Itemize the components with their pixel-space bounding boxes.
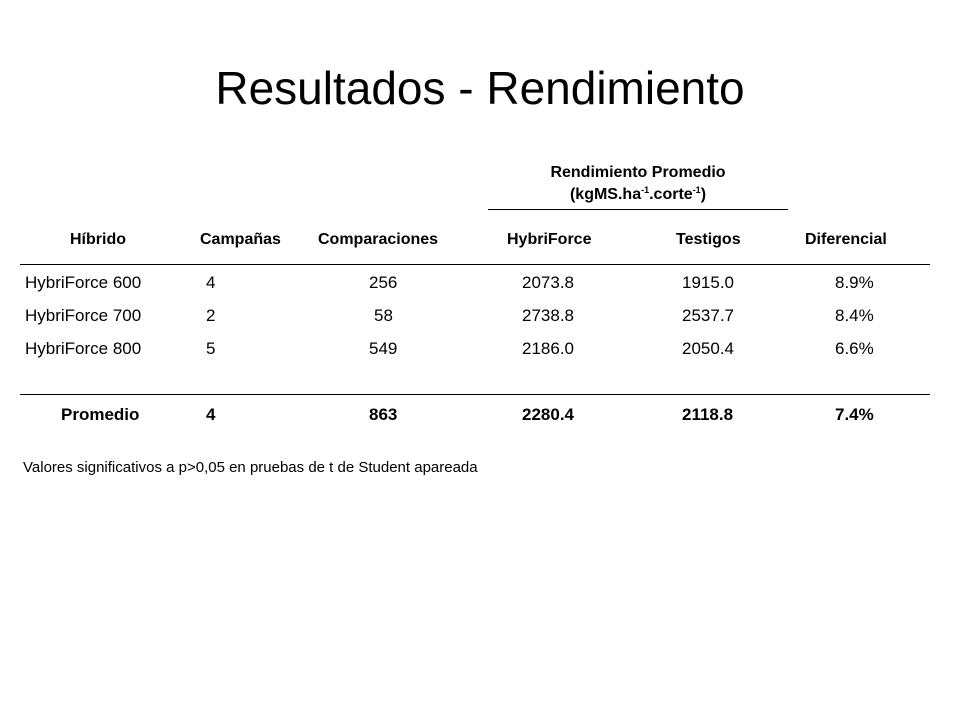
group-header-underline xyxy=(488,209,788,210)
cell-hybriforce: 2073.8 xyxy=(522,273,574,292)
table-row xyxy=(0,268,960,298)
average-row xyxy=(0,400,960,430)
slide-title: Resultados - Rendimiento xyxy=(215,62,745,114)
footnote: Valores significativos a p>0,05 en pruebas de t de Student apareada xyxy=(23,459,478,476)
group-header-exp1: -1 xyxy=(641,185,650,195)
cell-diferencial: 8.9% xyxy=(835,273,874,292)
cell-hibrido: HybriForce 600 xyxy=(25,273,142,292)
col-header-testigos: Testigos xyxy=(676,231,741,248)
col-header-comparaciones: Comparaciones xyxy=(318,231,439,248)
cell-diferencial: 7.4% xyxy=(835,405,874,424)
cell-hybriforce: 2738.8 xyxy=(522,306,574,325)
cell-testigos: 1915.0 xyxy=(682,273,734,292)
col-header-diferencial: Diferencial xyxy=(805,231,887,248)
cell-comparaciones: 256 xyxy=(369,273,398,292)
group-header-line1: Rendimiento Promedio xyxy=(550,164,726,181)
cell-comparaciones: 58 xyxy=(374,306,393,325)
cell-hybriforce: 2186.0 xyxy=(522,339,574,358)
cell-testigos: 2050.4 xyxy=(682,339,734,358)
cell-campanas: 4 xyxy=(206,273,216,292)
group-header-exp2: -1 xyxy=(692,185,701,195)
cell-campanas: 5 xyxy=(206,339,216,358)
cell-campanas: 4 xyxy=(206,405,216,424)
cell-hybriforce: 2280.4 xyxy=(522,405,574,424)
table-row xyxy=(0,334,960,364)
cell-testigos: 2118.8 xyxy=(682,405,734,424)
table-row xyxy=(0,301,960,331)
cell-hibrido: HybriForce 700 xyxy=(25,306,142,325)
cell-comparaciones: 549 xyxy=(369,339,398,358)
col-header-hibrido: Híbrido xyxy=(70,231,126,248)
group-header-line2-mid: .corte xyxy=(649,186,693,203)
header-rule xyxy=(20,264,930,265)
col-header-hybriforce: HybriForce xyxy=(507,231,592,248)
group-header-line2-post: ) xyxy=(700,186,707,203)
cell-diferencial: 8.4% xyxy=(835,306,874,325)
cell-testigos: 2537.7 xyxy=(682,306,734,325)
yield-group-header xyxy=(488,162,788,206)
col-header-campanas: Campañas xyxy=(200,231,281,248)
cell-comparaciones: 863 xyxy=(369,405,398,424)
cell-campanas: 2 xyxy=(206,306,216,325)
cell-diferencial: 6.6% xyxy=(835,339,874,358)
cell-hibrido: Promedio xyxy=(61,405,140,424)
cell-hibrido: HybriForce 800 xyxy=(25,339,142,358)
average-rule xyxy=(20,394,930,395)
group-header-line2-pre: (kgMS.ha xyxy=(569,186,642,203)
